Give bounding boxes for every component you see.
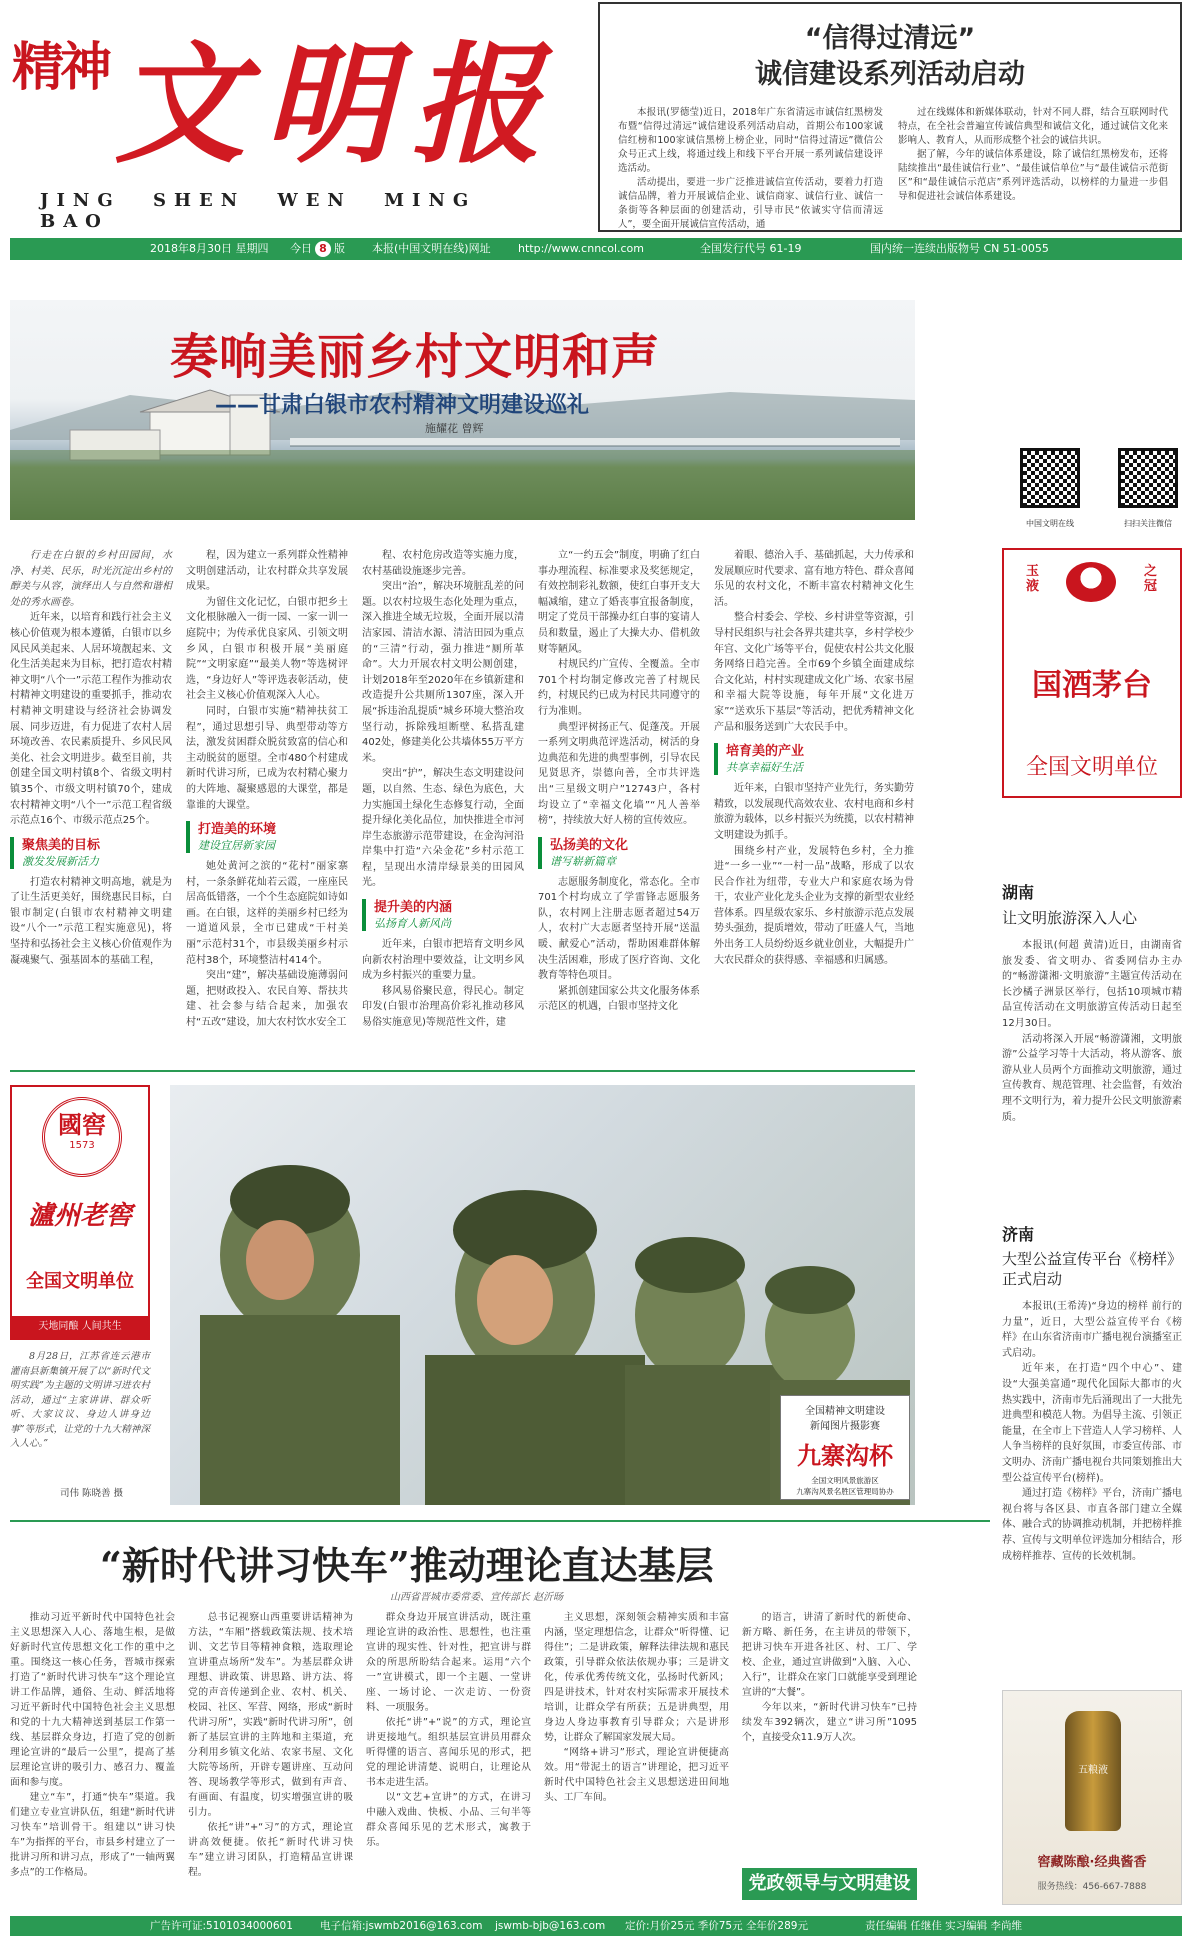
feature-col-5	[714, 548, 914, 1053]
theory-col-2	[188, 1610, 353, 1900]
masthead-pinyin: JING SHEN WEN MING BAO	[40, 190, 477, 232]
subhead-sub: 弘扬育人新风尚	[374, 917, 451, 931]
photo-contest-label	[780, 1395, 910, 1500]
paragraph: 据了解，今年的诚信体系建设，除了诚信红黑榜发布，还将陆续推出“最佳诚信行业”、“最佳诚信单位”与“最佳诚信示范街区”和“最佳诚信示范店”系列评选活动，以榜样的力量进一步倡导和促进社会诚信体系建设。	[898, 149, 1168, 202]
subhead-title: 打造美的环境	[198, 822, 277, 838]
paragraph: 活动提出，要进一步广泛推进诚信宣传活动，要着力打造诚信品牌，着力开展诚信企业、诚信商家、诚信行业、诚信一条街等各种层面的创建活动，引导市民“依诚实守信而清远人”，要全面开展诚信宣传活动，通	[618, 177, 883, 230]
liquor-phone: 服务热线：456-667-7888	[1037, 1882, 1147, 1892]
logo-text: 文明报	[115, 28, 560, 181]
subhead	[186, 821, 348, 853]
logo-seal: 精神	[11, 37, 108, 98]
paragraph: 以“文艺+宣讲”的方式，在讲习中融入戏曲、快板、小品、三句半等群众喜闻乐见的艺术形式，寓教于乐。	[366, 1792, 531, 1848]
top-story-title-1: “信得过清远”	[804, 23, 976, 54]
paragraph: 今年以来，“新时代讲习快车”已持续发车392辆次，建立“讲习所”1095个，直接受众11.9万人次。	[742, 1702, 917, 1743]
paragraph: 过在线媒体和新媒体联动，针对不同人群，结合互联网时代特点，在全社会普遍宣传诚信典型和诚信文化，通过诚信文化来影响人、教育人，从而形成整个社会的诚信共识。	[898, 107, 1168, 146]
top-story-col-right	[898, 106, 1168, 224]
luzhou-seal	[42, 1097, 122, 1177]
paragraph: 本报讯(王希涛)“身边的榜样 前行的力量”，近日，大型公益宣传平台《榜样》在山东省济南市广播电视台演播室正式启动。	[1002, 1301, 1182, 1359]
news-hunan	[1002, 880, 1182, 1180]
subhead-title: 培育美的产业	[726, 744, 805, 760]
feature-col-1	[10, 548, 172, 1053]
paragraph: 同时，白银市实施“精神扶贫工程”，通过思想引导、典型带动等方法，激发贫困群众脱贫致富的信心和主动脱贫的愿望。全市480个村建成新时代讲习所，已成为农村精心聚力的大阵地、凝聚感恩的大课堂，都是靠谁的大课堂。	[186, 705, 348, 811]
paragraph: 近年来，白银市坚持产业先行，务实勤劳精致，以发展现代高效农业、农村电商和乡村旅游为载体，以乡村振兴为统揽，以农村精神文明建设为抓手。	[714, 783, 914, 841]
subhead	[10, 837, 172, 869]
footer-editors: 责任编辑 任继佳 实习编辑 李尚维	[865, 1920, 1023, 1932]
footer-license: 广告许可证:5101034000601	[150, 1920, 293, 1932]
footer-email-2[interactable]: jswmb-bjb@163.com	[495, 1920, 606, 1932]
paragraph: 打造农村精神文明高地，就是为了让生活更美好，围绕惠民目标，白银市制定(白银市农村精神文明建设“八个一”示范工程实施意见)，将坚持和弘扬社会主义核心价值观作为凝魂聚气、强基固本的基础工程，	[10, 876, 172, 966]
subhead	[362, 899, 524, 931]
ad-moutai[interactable]	[1002, 548, 1182, 798]
paragraph: 依托“讲”+“习”的方式，理论宣讲高效便捷。依托“新时代讲习快车”建立讲习团队，打造精品宣讲课程。	[188, 1822, 353, 1878]
pages-num: 8	[315, 241, 331, 257]
pages-post: 版	[334, 242, 345, 255]
paragraph: 本报讯(罗德莹)近日，2018年广东省清远市诚信红黑榜发布暨“信得过清远”诚信建设系列活动启动，首期公布100家诚信红榜和100家诚信黑榜上榜企业，同时“信得过清远”微信公众号正式上线，将通过线上和线下平台开展一系列诚信建设评选活动。	[618, 107, 883, 174]
paragraph: 紧抓创建国家公共文化服务体系示范区的机遇，白银市坚持文化	[538, 985, 700, 1013]
photo-byline: 司伟 陈晓善 摄	[60, 1488, 124, 1499]
paragraph: 志愿服务制度化，常态化。全市701个村均成立了学雷锋志愿服务队，农村网上注册志愿者超过54万人，农村广大志愿者坚持开展“送温暖、献爱心”活动，帮助困难群体解决生活困难，形成了医疗咨询、文化教育等特色项目。	[538, 876, 700, 982]
cn-code: 国内统一连续出版物号 CN 51-0055	[870, 242, 1049, 255]
subhead-title: 提升美的内涵	[374, 900, 453, 916]
feature-col-3	[362, 548, 524, 1053]
qr-code-2[interactable]	[1118, 448, 1178, 508]
qr-label-1: 中国文明在线	[1026, 519, 1074, 528]
dateline-bar	[10, 238, 1182, 260]
subhead-title: 弘扬美的文化	[550, 837, 629, 853]
paragraph: 程、农村危房改造等实施力度，农村基础设施逐步完善。	[362, 550, 524, 577]
site-label: 本报(中国文明在线)网址	[372, 242, 491, 255]
moutai-unit: 全国文明单位	[1025, 755, 1158, 780]
lead-paragraph: 行走在白银的乡村田园间，水净、村美、民乐，时光沉淀出乡村的醇美与从容，演绎出人与自然和谐相处的秀水画卷。	[10, 550, 172, 608]
paragraph: 通过打造《榜样》平台，济南广播电视台将与各区县、市直各部门建立全媒体、融合式的协调推动机制，并把榜样推荐、宣传与文明单位评选加分相结合，形成榜样推荐、宣传的长效机制。	[1002, 1488, 1182, 1562]
qr-code-1[interactable]	[1020, 448, 1080, 508]
paragraph: 群众身边开展宣讲活动，既注重理论宣讲的政治性、思想性，也注重宣讲的现实性、针对性，把宣讲与群众的所思所盼结合起来。运用“六个一”宣讲模式，即一个主题、一堂讲座、一场讨论、一次走访、一份资料、一项服务。	[366, 1612, 531, 1713]
paragraph: 主义思想，深刻领会精神实质和丰富内涵，坚定理想信念，让群众“听得懂、记得住”；二是讲政策，解释法律法规和惠民政策，引导群众依法依规办事；三是讲文化，传承优秀传统文化，弘扬时代新风；四是讲技术，针对农村实际需求开展技术培训，让群众学有所获；五是讲典型，用身边人身边事教育引导群众；六是讲形势，让群众了解国家发展大局。	[544, 1612, 729, 1743]
theory-col-4	[544, 1610, 729, 1900]
paragraph: 程，因为建立一系列群众性精神文明创建活动，让农村群众共享发展成果。	[186, 550, 348, 593]
footer-price: 定价:月价25元 季价75元 全年价289元	[625, 1920, 808, 1932]
news-place: 湖南	[1002, 883, 1035, 902]
luzhou-tag: 天地同酿 人间共生	[12, 1316, 148, 1338]
feature-col-4	[538, 548, 700, 1053]
paragraph: 着眼、德治入手、基础抓起，大力传承和发展顺应时代要求、富有地方特色、群众喜闻乐见的农村文化，不断丰富农村精神文化生活。	[714, 550, 914, 608]
theory-col-1	[10, 1610, 175, 1900]
moutai-logo	[1066, 562, 1116, 602]
theory-col-5	[742, 1610, 917, 1850]
paragraph: 活动将深入开展“畅游潇湘，文明旅游”公益学习等十大活动，将从游客、旅游从业人员两个方面推动文明旅游，通过宣传教育、规范管理、社会监督，有效治理不文明行为，着力提升公民文明旅游素质。	[1002, 1033, 1182, 1123]
contest-org-2: 九寨沟风景名胜区管理局协办	[796, 1487, 894, 1496]
top-story-col-left	[618, 106, 883, 230]
paragraph: 依托“讲”+“说”的方式，理论宣讲更接地气。组织基层宣讲员用群众听得懂的语言、喜闻乐见的形式，把党的理论讲清楚、说明白，让理论从书本走进生活。	[366, 1717, 531, 1788]
news-title[interactable]: 大型公益宣传平台《榜样》正式启动	[1002, 1250, 1183, 1288]
paragraph: 突出“护”，解决生态文明建设问题，以自然、生态、绿色为底色，大力实施国土绿化生态修复行动，全面提升绿化美化品位，加快推进全市河岸生态旅游示范带建设，在金沟河沿岸集中打造“六朵金花”乡村示范工程，呈现出水清岸绿景美的田园风光。	[362, 768, 524, 889]
paragraph: 近年来，以培育和践行社会主义核心价值观为根本遵循，白银市以乡风民风美起来、人居环境靓起来、文化生活美起来为目标，把打造农村精神文明“八个一”示范工程作为推动农村精神文明建设的重要抓手，推动农村精神文明建设与经济社会协调发展、同步迈进，有力促进了农村人居环境改善、农民素质提升、乡风民风美化、社会文明进步。截至目前，共创建全国文明村镇8个、省级文明村镇35个、市级文明村镇70个，建成农村精神文明“八个一”示范工程省级示范点16个、市级示范点25个。	[10, 612, 172, 827]
luzhou-unit: 全国文明单位	[26, 1271, 134, 1292]
subhead-sub: 谱写崭新篇章	[550, 854, 616, 868]
paragraph: 突出“治”，解决环境脏乱差的问题。以农村垃圾生态化处理为重点，深入推进全域无垃圾，全面开展以清洁家园、清洁水源、清洁田园为重点的“三清”行动，强力推进“厕所革命”。大力开展农村文明公厕创建，计划2018年至2020年在乡镇新建和改造提升公共厕所1307座，深入开展“拆违治乱提质”城乡环境大整治攻坚行动，拆除残垣断壁、私搭乱建402处，修建美化公共墙体55万平方米。	[362, 581, 524, 764]
liquor-tagline: 窖藏陈酿·经典酱香	[1037, 1855, 1147, 1870]
moutai-top-left: 玉液	[1026, 564, 1040, 594]
date: 2018年8月30日 星期四	[150, 242, 269, 255]
paragraph: 推动习近平新时代中国特色社会主义思想深入人心、落地生根，是做好新时代宣传思想文化工作的重中之重。围绕这一核心任务，晋城市探索打造了“新时代讲习快车”这个理论宣讲工作品牌，通俗、生动、鲜活地将习近平新时代中国特色社会主义思想和党的十九大精神送到基层工作第一线、基层群众身边，打造了党的创新理论宣讲的“最后一公里”，提高了基层理论宣讲的吸引力、感召力、覆盖面和参与度。	[10, 1612, 175, 1788]
subhead-title: 聚焦美的目标	[22, 837, 101, 853]
section-divider	[10, 1520, 990, 1522]
theory-byline: 山西省晋城市委常委、宣传部长 赵沂旸	[390, 1592, 564, 1603]
feature-col-2	[186, 548, 348, 1053]
paragraph: 围绕乡村产业，发展特色乡村，全力推进“一乡一业”“一村一品”战略，形成了以农民合作社为纽带，专业大户和家庭农场为骨干，农业产业化龙头企业为支撑的新型农业经营体系。四星级农家乐、乡村旅游示范点发展势头强劲，提质增效，带动了旺盛人气，当地外出务工人员纷纷返乡就业创业，大幅提升广大农民群众的获得感、幸福感和归属感。	[714, 845, 914, 966]
paragraph: 近年来，白银市把培育文明乡风向新农村治理中要效益，让文明乡风成为乡村振兴的重要力量。	[362, 939, 524, 982]
paragraph: 突出“建”，解决基础设施薄弱问题，把财政投入、农民自筹、帮扶共建、社会参与结合起来，加强农村“五改”建设，加大农村饮水安全工	[186, 970, 348, 1029]
ad-luzhou[interactable]	[10, 1085, 150, 1340]
subhead	[538, 837, 700, 869]
paragraph: 移风易俗聚民意，得民心。制定印发(白银市治理高价彩礼推动移风易俗实施意见)等规范性文件，建	[362, 985, 524, 1029]
paragraph: 典型评树扬正气、促蓬茂。开展一系列文明典范评选活动，树活的身边典范和先进的典型事例，引导农民见贤思齐，崇德向善，全市共评选出“三星级文明户”12743户，各村均设立了“幸福文化墙”“凡人善举榜”，持续放大好人榜的宣传效应。	[538, 721, 700, 827]
theory-col-3	[366, 1610, 531, 1900]
paragraph: 建立“车”，打通“快车”渠道。我们建立专业宣讲队伍，组建“新时代讲习快车”培训骨干。组建以“讲习快车”为指挥的平台，市县乡村建立了一批讲习所和讲习点，形成了“一轴两翼多点”的工作格局。	[10, 1792, 175, 1878]
paragraph: 近年来，在打造“四个中心”、建设“大强美富通”现代化国际大都市的火热实践中，济南市先后涌现出了一大批先进典型和模范人物。为倡导主流、引领正能量，在全市上下营造人人学习榜样、人人争当榜样的良好氛围，市委宣传部、市文明办、济南广播电视台共同策划推出大型公益宣传平台(榜样)。	[1002, 1363, 1182, 1484]
news-title[interactable]: 让文明旅游深入人心	[1002, 909, 1138, 927]
feature-title: 奏响美丽乡村文明和声	[170, 329, 661, 385]
moutai-banner: 国酒茅台	[1032, 668, 1152, 703]
contest-line-1: 全国精神文明建设	[805, 1406, 885, 1417]
paragraph: 总书记视察山西重要讲话精神为方法，“车厢”搭载政策法规、技术培训、文艺节目等精神食粮，选取理论宣讲重点场所“发车”。为基层群众讲理想、讲政策、讲思路、讲方法、将党的声音传递到企业、农村、机关、校园、社区、军营、网络，形成“新时代讲习所”，实践“新时代讲习所”，创新了基层宣讲的主阵地和主渠道，充分利用乡镇文化站、农家书屋、文化大院等场所，开辟专题讲座、互动问答、现场教学等形式，做到有声音、有画面、有温度，切实增强宣讲的吸引力。	[188, 1612, 353, 1818]
paragraph: 立“一约五会”制度，明确了红白事办理流程、标准要求及奖惩规定，有效控制彩礼数额，使红白事开支大幅减缩，建立了婚丧事宜报备制度，明定了党员干部操办红白事的宴请人员和数量，遏止了大操大办、借机敛财等陋风。	[538, 550, 700, 655]
paragraph: 的语言，讲清了新时代的新使命、新方略、新任务，在主讲员的带领下，把讲习快车开进各社区、村、工厂、学校、企业，通过宣讲做到“入脑、入心、入行”，让群众在家门口就能享受到理论宣讲的“大餐”。	[742, 1612, 917, 1698]
subhead	[714, 743, 914, 775]
paragraph: “网络+讲习”形式，理论宣讲便捷高效。用“带泥土的语言”讲理论，把习近平新时代中国特色社会主义思想送进田间地头、工厂车间。	[544, 1747, 729, 1803]
masthead-logo	[10, 30, 570, 180]
subhead-sub: 建设宜居新家园	[198, 839, 275, 853]
news-jinan	[1002, 1222, 1182, 1622]
contest-brand: 九寨沟杯	[797, 1441, 893, 1470]
feature-byline: 施耀花 曾辉	[425, 422, 484, 435]
paragraph: 整合村委会、学校、乡村讲堂等资源，引导村民组织与社会各界共建共享，乡村学校少年宫、文化广场等平台，促使农村公共文化服务网络日趋完善。全市69个乡镇全面建成综合文化站，村村实现建成文化广场、农家书屋和幸福大院等设施，每年开展“文化进万家”“送欢乐下基层”等活动，把优秀精神文化产品和服务送到广大农民手中。	[714, 612, 914, 733]
contest-line-2: 新闻图片摄影赛	[810, 1421, 880, 1432]
section-divider	[10, 1070, 915, 1072]
contest-org-1: 全国文明风景旅游区	[811, 1476, 879, 1485]
subhead-sub: 激发发展新活力	[22, 854, 99, 868]
seal-sub: 1573	[69, 1140, 95, 1151]
subhead-sub: 共享幸福好生活	[726, 761, 803, 775]
photo-side-caption	[10, 1350, 150, 1475]
moutai-top-right: 之冠	[1144, 564, 1158, 594]
section-tag: 党政领导与文明建设	[742, 1868, 917, 1900]
footer-email[interactable]: 电子信箱:jswmb2016@163.com	[320, 1920, 483, 1932]
seal-text: 國窖	[58, 1110, 106, 1139]
theory-title: “新时代讲习快车”推动理论直达基层	[100, 1543, 714, 1588]
news-place: 济南	[1002, 1225, 1035, 1244]
feature-subtitle: ——甘肃白银市农村精神文明建设巡礼	[215, 393, 590, 418]
top-story-box	[598, 2, 1182, 232]
paragraph: 她处黄河之滨的“花村”丽家寨村，一条条鲜花灿若云霞，一座座民居高低错落，一个个生态庭院如诗如画。在白银，这样的美丽乡村已经为一道道风景，全市已建成“干村美丽”示范村31个，市县级美丽乡村示范村38个，环境整洁村414个。	[186, 861, 348, 966]
issue-code: 全国发行代号 61-19	[700, 242, 802, 255]
top-story-title-2: 诚信建设系列活动启动	[755, 59, 1025, 90]
ad-liquor[interactable]	[1002, 1690, 1182, 1905]
paragraph: 为留住文化记忆，白银市把乡土文化根脉融入一街一园、一家一训一庭院中；为传承优良家风、引领文明乡风，白银市积极开展“美丽庭院”“文明家庭”“最美人物”等选树评选，“身边好人”等评选表彰活动，使社会主义核心价值观深入人心。	[186, 596, 348, 702]
paragraph: 本报讯(何超 黄清)近日，由湖南省旅发委、省文明办、省委网信办主办的“畅游潇湘·文明旅游”主题宣传活动在长沙橘子洲景区举行，包括10项城市精品宣传活动在文明旅游宣传活动日起至12月30日。	[1002, 940, 1182, 1029]
qr-label-2: 扫扫关注微信	[1124, 519, 1172, 528]
liquor-brand: 五粮液	[1078, 1765, 1108, 1776]
paragraph: 8月28日，江苏省连云港市灌南县新集镇开展了以“新时代文明实践”为主题的文明讲习进农村活动，通过“主家讲讲、群众听听、大家议议、身边人讲身边事”等形式，让党的十九大精神深入人心。”	[10, 1351, 150, 1449]
luzhou-brand: 瀘州老窖	[27, 1201, 132, 1231]
footer-bar	[10, 1916, 1182, 1936]
pages-pre: 今日	[290, 242, 312, 255]
site-url[interactable]: http://www.cnncol.com	[518, 242, 644, 255]
paragraph: 村规民约广宣传、全覆盖。全市701个村均制定修改完善了村规民约，村规民约已成为村民共同遵守的行为准则。	[538, 659, 700, 717]
